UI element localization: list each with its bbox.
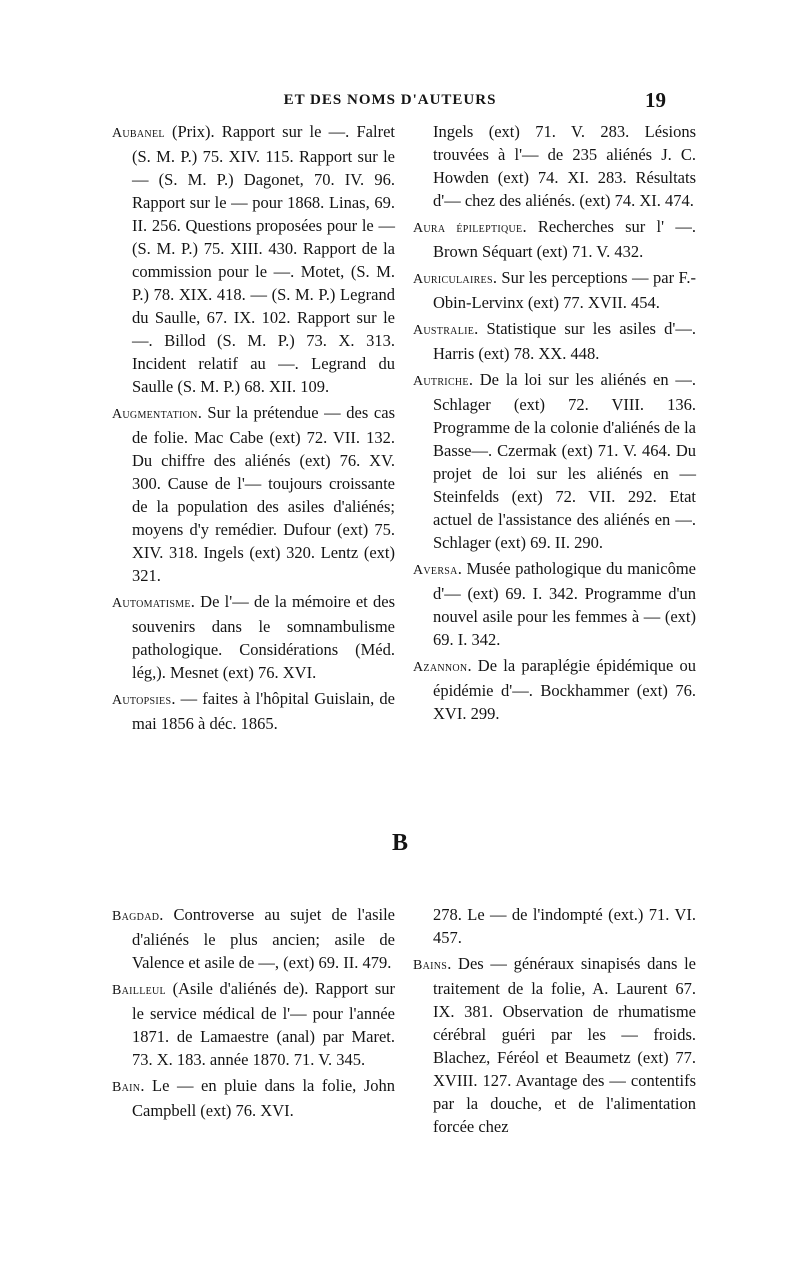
column-left-bottom bbox=[112, 903, 395, 1125]
entry-headword: Bagdad bbox=[112, 909, 160, 924]
index-entry bbox=[112, 977, 395, 1071]
entry-text: . — faites à l'hôpital Guislain, de mai 1856 à déc. 1865. bbox=[132, 689, 395, 733]
entry-text: (Asile d'aliénés de). Rapport sur le service médical de l'— pour l'année 1871. de Lamaestre (anal) par Maret. 73. X. 183. année 1870. 71. V. 345. bbox=[132, 979, 395, 1069]
index-entry bbox=[413, 903, 696, 949]
entry-headword: Augmentation bbox=[112, 407, 198, 422]
entry-headword: Aura épileptique bbox=[413, 221, 523, 236]
index-entry bbox=[112, 687, 395, 735]
entry-headword: Bailleul bbox=[112, 983, 166, 998]
entry-text: . De l'— de la mémoire et des souvenirs dans le somnambulisme pathologique. Considérations (Méd. lég,). Mesnet (ext) 76. XVI. bbox=[132, 592, 395, 682]
entry-text: . Sur la prétendue — des cas de folie. Mac Cabe (ext) 72. VII. 132. Du chiffre des aliénés (ext) 76. XV. 300. Cause de l'— toujours croissante de la population des asiles d'aliénés; moyens d'y remédier. Dufour (ext) 75. XIV. 318. Ingels (ext) 320. Lentz (ext) 321. bbox=[132, 403, 395, 585]
column-right-bottom bbox=[413, 903, 696, 1141]
entry-text: . Le — en pluie dans la folie, John Campbell (ext) 76. XVI. bbox=[132, 1076, 395, 1120]
entry-text: . De la loi sur les aliénés en —. Schlager (ext) 72. VIII. 136. Programme de la colonie d'aliénés de la Basse—. Czermak (ext) 71. V. 464. Du projet de loi sur les aliénés en — Steinfelds (ext) 72. VII. 292. Etat actuel de l'assistance des aliénés en —. Schlager (ext) 69. II. 290. bbox=[433, 370, 696, 552]
index-entry bbox=[112, 590, 395, 684]
entry-headword: Aubanel bbox=[112, 126, 165, 141]
entry-headword: Auriculaires bbox=[413, 272, 493, 287]
index-entry bbox=[112, 401, 395, 587]
entry-text: . Statistique sur les asiles d'—. Harris (ext) 78. XX. 448. bbox=[433, 319, 696, 363]
entry-text: . De la paraplégie épidémique ou épidémie d'—. Bockhammer (ext) 76. XVI. 299. bbox=[433, 656, 696, 723]
entry-headword: Aversa bbox=[413, 563, 458, 578]
index-entry bbox=[413, 557, 696, 651]
entry-headword: Bain bbox=[112, 1080, 141, 1095]
entry-text: . Des — généraux sinapisés dans le traitement de la folie, A. Laurent 67. IX. 381. Observation de rhumatisme cérébral guéri par les — froids. Blachez, Féréol et Beaumetz (ext) 77. XVIII. 127. Avantage des — contentifs par la douche, et de l'alimentation forcée chez bbox=[433, 954, 696, 1136]
entry-headword: Autopsies bbox=[112, 693, 172, 708]
index-entry bbox=[112, 1074, 395, 1122]
entry-text: . Musée pathologique du manicôme d'— (ext) 69. I. 342. Programme d'un nouvel asile pour les femmes à — (ext) 69. I. 342. bbox=[433, 559, 696, 649]
index-entry bbox=[413, 120, 696, 212]
entry-headword: Autriche bbox=[413, 374, 469, 389]
entry-text: Ingels (ext) 71. V. 283. Lésions trouvées à l'— de 235 aliénés J. C. Howden (ext) 74. XI. 283. Résultats d'— chez des aliénés. (ext) 74. XI. 474. bbox=[433, 122, 696, 210]
page-header bbox=[110, 88, 670, 116]
entry-text: . Sur les perceptions — par F.-Obin-Lervinx (ext) 77. XVII. 454. bbox=[433, 268, 696, 312]
entry-headword: Bains bbox=[413, 958, 448, 973]
entry-headword: Automatisme bbox=[112, 596, 191, 611]
running-title: ET DES NOMS D'AUTEURS bbox=[283, 92, 497, 108]
section-letter: B bbox=[391, 830, 408, 856]
index-entry bbox=[413, 368, 696, 554]
column-left-top bbox=[112, 120, 395, 738]
entry-headword: Azannon bbox=[413, 660, 468, 675]
index-entry bbox=[112, 903, 395, 974]
index-entry bbox=[413, 952, 696, 1138]
index-entry bbox=[112, 120, 395, 398]
entry-text: (Prix). Rapport sur le —. Falret (S. M. P.) 75. XIV. 115. Rapport sur le — (S. M. P.) Dagonet, 70. IV. 96. Rapport sur le — pour 1868. Linas, 69. II. 256. Questions proposées pour le — (S. M. P.) 75. XIII. 430. Rapport de la commission pour le —. Motet, (S. M. P.) 78. XIX. 418. — (S. M. P.) Legrand du Saulle, 67. IX. 102. Rapport sur le —. Billod (S. M. P.) 73. X. 313. Incident relatif au —. Legrand du Saulle (S. M. P.) 68. XII. 109. bbox=[132, 122, 395, 396]
index-entry bbox=[413, 215, 696, 263]
column-right-top bbox=[413, 120, 696, 728]
index-entry bbox=[413, 654, 696, 725]
entry-text: . Recherches sur l' —. Brown Séquart (ext) 71. V. 432. bbox=[433, 217, 696, 261]
entry-text: 278. Le — de l'indompté (ext.) 71. VI. 457. bbox=[433, 905, 696, 947]
index-entry bbox=[413, 317, 696, 365]
entry-text: . Controverse au sujet de l'asile d'aliénés le plus ancien; asile de Valence et asile de —, (ext) 69. II. 479. bbox=[132, 905, 395, 972]
page-number: 19 bbox=[645, 88, 666, 112]
entry-headword: Australie bbox=[413, 323, 475, 338]
index-entry bbox=[413, 266, 696, 314]
